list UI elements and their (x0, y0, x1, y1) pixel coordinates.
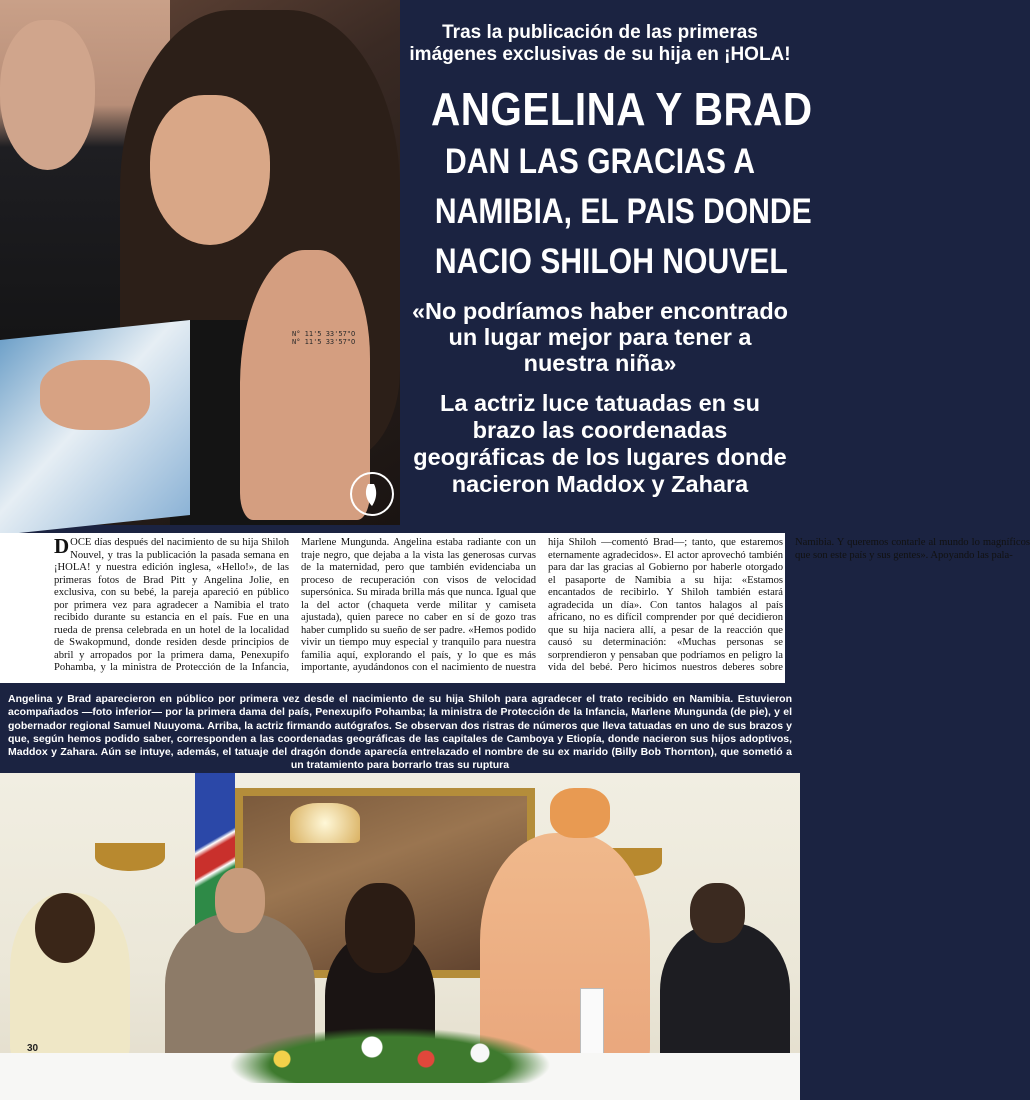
photo-caption: Angelina y Brad aparecieron en público por primera vez desde el nacimiento de su hija Shiloh para agradecer el trato recibido en Namibia. Estuvieron acompañados —foto inferior— por la primera dama del país, Penexupifo Pohamba; la ministra de Protección de la Infancia, Marlene Mungunda (de pie), y el gobernador regional Samuel Nuuyoma. Arriba, la actriz firmando autógrafos. Se observan dos ristras de números que lleva tatuadas en uno de sus brazos y que, según hemos podido saber, corresponden a las coordenadas geográficas de las capitales de Camboya y Etiopía, donde nacieron sus hijos adoptivos, Maddox y Zahara. Aún se intuye, además, el tatuaje del dragón donde aparecía entrelazado el nombre de su ex marido (Billy Bob Thornton), que sometió a un tratamiento para borrarlo tras su ruptura (8, 693, 792, 772)
headline-deck: La actriz luce tatuadas en su brazo las coordenadas geográficas de los lugares donde nacieron Maddox y Zahara (413, 390, 787, 497)
photo-person-5-head (690, 883, 745, 943)
photo-wall-lamp-left (95, 843, 165, 871)
headline-panel (408, 22, 813, 522)
photo-woman-face (150, 95, 270, 245)
photo-person-1-head (35, 893, 95, 963)
headline-kicker: Tras la publicación de las primeras imágenes exclusivas de su hija en ¡HOLA! (409, 22, 791, 65)
photo-person-5 (660, 923, 790, 1073)
headline-subtitle-line-2: NAMIBIA, EL PAIS DONDE (434, 192, 812, 231)
photo-chandelier (290, 803, 360, 843)
drop-cap: D (54, 534, 70, 558)
photo-man-face (0, 20, 95, 170)
headline-subtitle-line-1: DAN LAS GRACIAS A (445, 142, 755, 181)
headline-quote: «No podríamos haber encontrado un lugar mejor para tener a nuestra niña» (411, 298, 789, 376)
photo-hand (40, 360, 150, 430)
photo-autograph-signing (0, 0, 400, 525)
article-body (50, 533, 1030, 683)
body-left-margin (0, 533, 50, 683)
headline-subtitle-line-3: NACIO SHILOH NOUVEL (434, 242, 788, 281)
photo-person-2-head (215, 868, 265, 933)
article-paragraph (54, 534, 1030, 683)
tattoo-coordinates: N° 11'5 33'57"O N° 11'5 33'57"O (292, 330, 356, 346)
photo-flower-arrangement (210, 1023, 570, 1083)
photo-person-3-head (345, 883, 415, 973)
watermark-logo-icon (348, 470, 396, 518)
page-number: 30 (27, 1043, 39, 1054)
headline-title: ANGELINA Y BRAD (431, 83, 813, 135)
photo-press-conference (0, 773, 800, 1100)
article-text: OCE días después del nacimiento de su hija Shiloh Nouvel, y tras la publicación la pasada semana en ¡HOLA! y nuestra edición inglesa, «Hello!», de las primeras fotos de Brad Pitt y Angelina Jolie, en exclusiva, con su bebé, la pareja apareció en público por primera vez para agradecer a Namibia el trato recibido durante su estancia en el país. Fue en una rueda de prensa celebrada en un hotel de la localidad de Swakopmund, donde residen desde principios de abril y arropados por la primera dama, Penexupifo Pohamba, y la ministra de Protección de la Infancia, Marlene Mungunda. Angelina estaba radiante con un traje negro, que dejaba a la vista las generosas curvas de la maternidad, pero que también evidenciaba un proceso de recuperación con visos de velocidad supersónica. Su mirada brilla más que nunca. Igual que la del actor (chaqueta verde militar y camiseta ajustada), quien parece no caber en sí de gozo tras haber cumplido su sueño de ser padre. «Hemos podido vivir un tiempo muy especial y tranquilo para nuestra familia aquí, explorando el país, y lo que es más importante, ayudándonos con el nacimiento de nuestra hija Shiloh —comentó Brad—; tanto, que estaremos eternamente agradecidos». El actor aprovechó también para dar las gracias al Gobierno por haberle otorgado el pasaporte de Namibia a su hija: «Estamos encantados de recibirlo. Y Shiloh también estará agradecida un día». Con tantos halagos al país africano, no es difícil comprender por qué decidieron que su hija naciera allí, a pesar de la reacción que causó su determinación: «Muchas personas se sorprendieron y pensaban que podríamos en peligro la vida del bebé. Pero hicimos nuestros deberes sobre Namibia. Y queremos contarle al mundo lo magníficos que son este país y sus gentes». Apoyando las pala- (54, 537, 1030, 674)
photo-person-4-headwrap (550, 788, 610, 838)
